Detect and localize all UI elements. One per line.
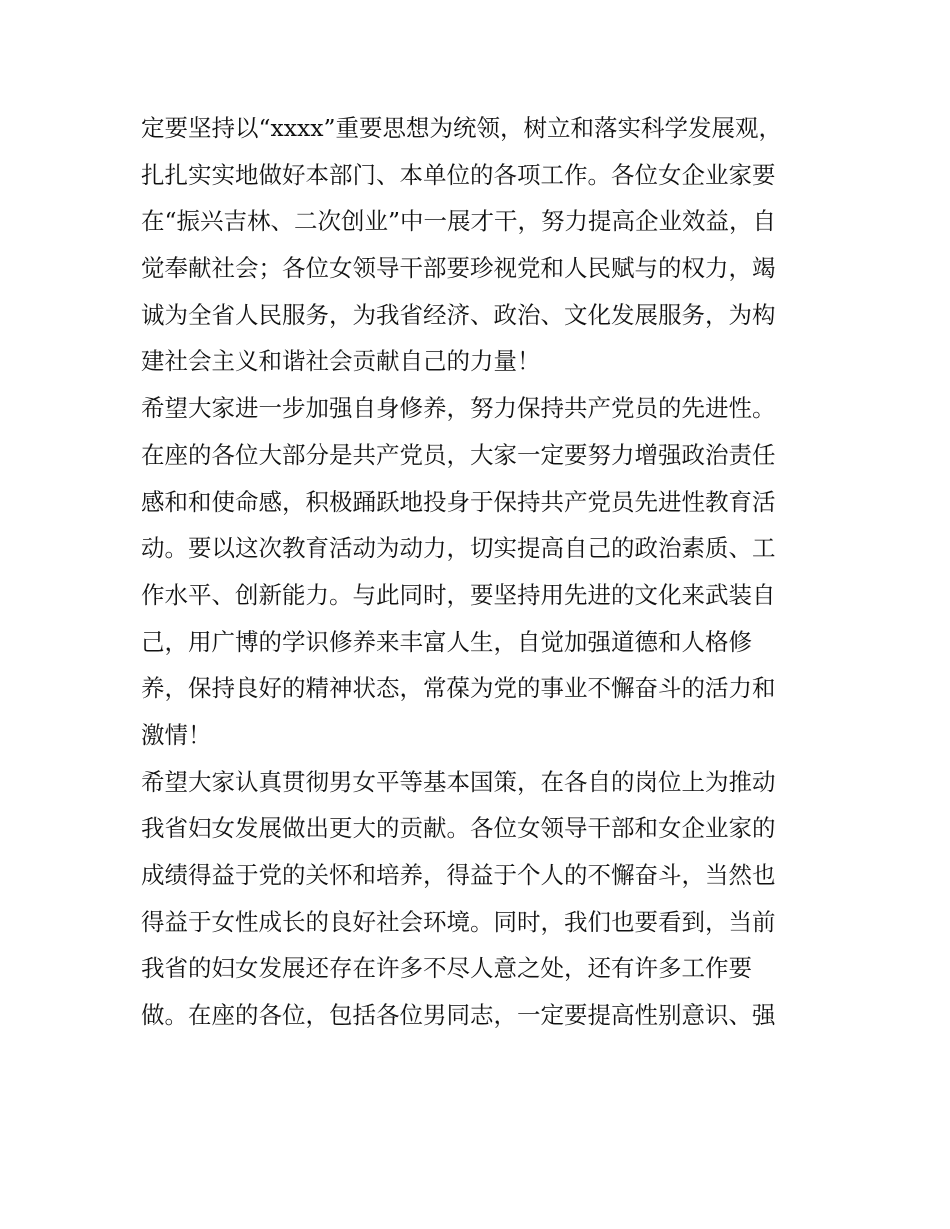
text-line: 在座的各位大部分是共产党员，大家一定要努力增强政治责任 bbox=[141, 440, 776, 469]
text-line: 感和和使命感，积极踊跃地投身于保持共产党员先进性教育活 bbox=[141, 487, 776, 516]
text-line: 希望大家认真贯彻男女平等基本国策，在各自的岗位上为推动 bbox=[141, 767, 776, 796]
text-line: 己，用广博的学识修养来丰富人生，自觉加强道德和人格修 bbox=[141, 627, 752, 656]
text-line: 成绩得益于党的关怀和培养，得益于个人的不懈奋斗，当然也 bbox=[141, 861, 776, 889]
text-line: 作水平、创新能力。与此同时，要坚持用先进的文化来武装自 bbox=[141, 580, 776, 609]
text-line: 我省的妇女发展还存在许多不尽人意之处，还有许多工作要 bbox=[141, 954, 752, 983]
body-text bbox=[141, 105, 821, 1039]
text-line: 养，保持良好的精神状态，常葆为党的事业不懈奋斗的活力和 bbox=[141, 674, 776, 703]
text-line: 我省妇女发展做出更大的贡献。各位女领导干部和女企业家的 bbox=[141, 814, 776, 843]
text-line: 诚为全省人民服务，为我省经济、政治、文化发展服务，为构 bbox=[141, 300, 776, 329]
text-line: 希望大家进一步加强自身修养，努力保持共产党员的先进性。 bbox=[141, 394, 776, 423]
text-line: 动。要以这次教育活动为动力，切实提高自己的政治素质、工 bbox=[141, 534, 776, 563]
text-line: 觉奉献社会；各位女领导干部要珍视党和人民赋与的权力，竭 bbox=[141, 254, 776, 283]
text-line: 扎扎实实地做好本部门、本单位的各项工作。各位女企业家要 bbox=[141, 160, 776, 189]
text-line: 在“振兴吉林、二次创业”中一展才干，努力提高企业效益，自 bbox=[141, 207, 777, 236]
text-line: 定要坚持以“xxxx”重要思想为统领，树立和落实科学发展观， bbox=[141, 114, 783, 142]
text-line: 做。在座的各位，包括各位男同志，一定要提高性别意识、强 bbox=[141, 1001, 776, 1030]
text-line: 得益于女性成长的良好社会环境。同时，我们也要看到，当前 bbox=[141, 907, 776, 936]
text-line: 激情！ bbox=[141, 720, 212, 749]
text-line: 建社会主义和谐社会贡献自己的力量！ bbox=[141, 347, 541, 376]
